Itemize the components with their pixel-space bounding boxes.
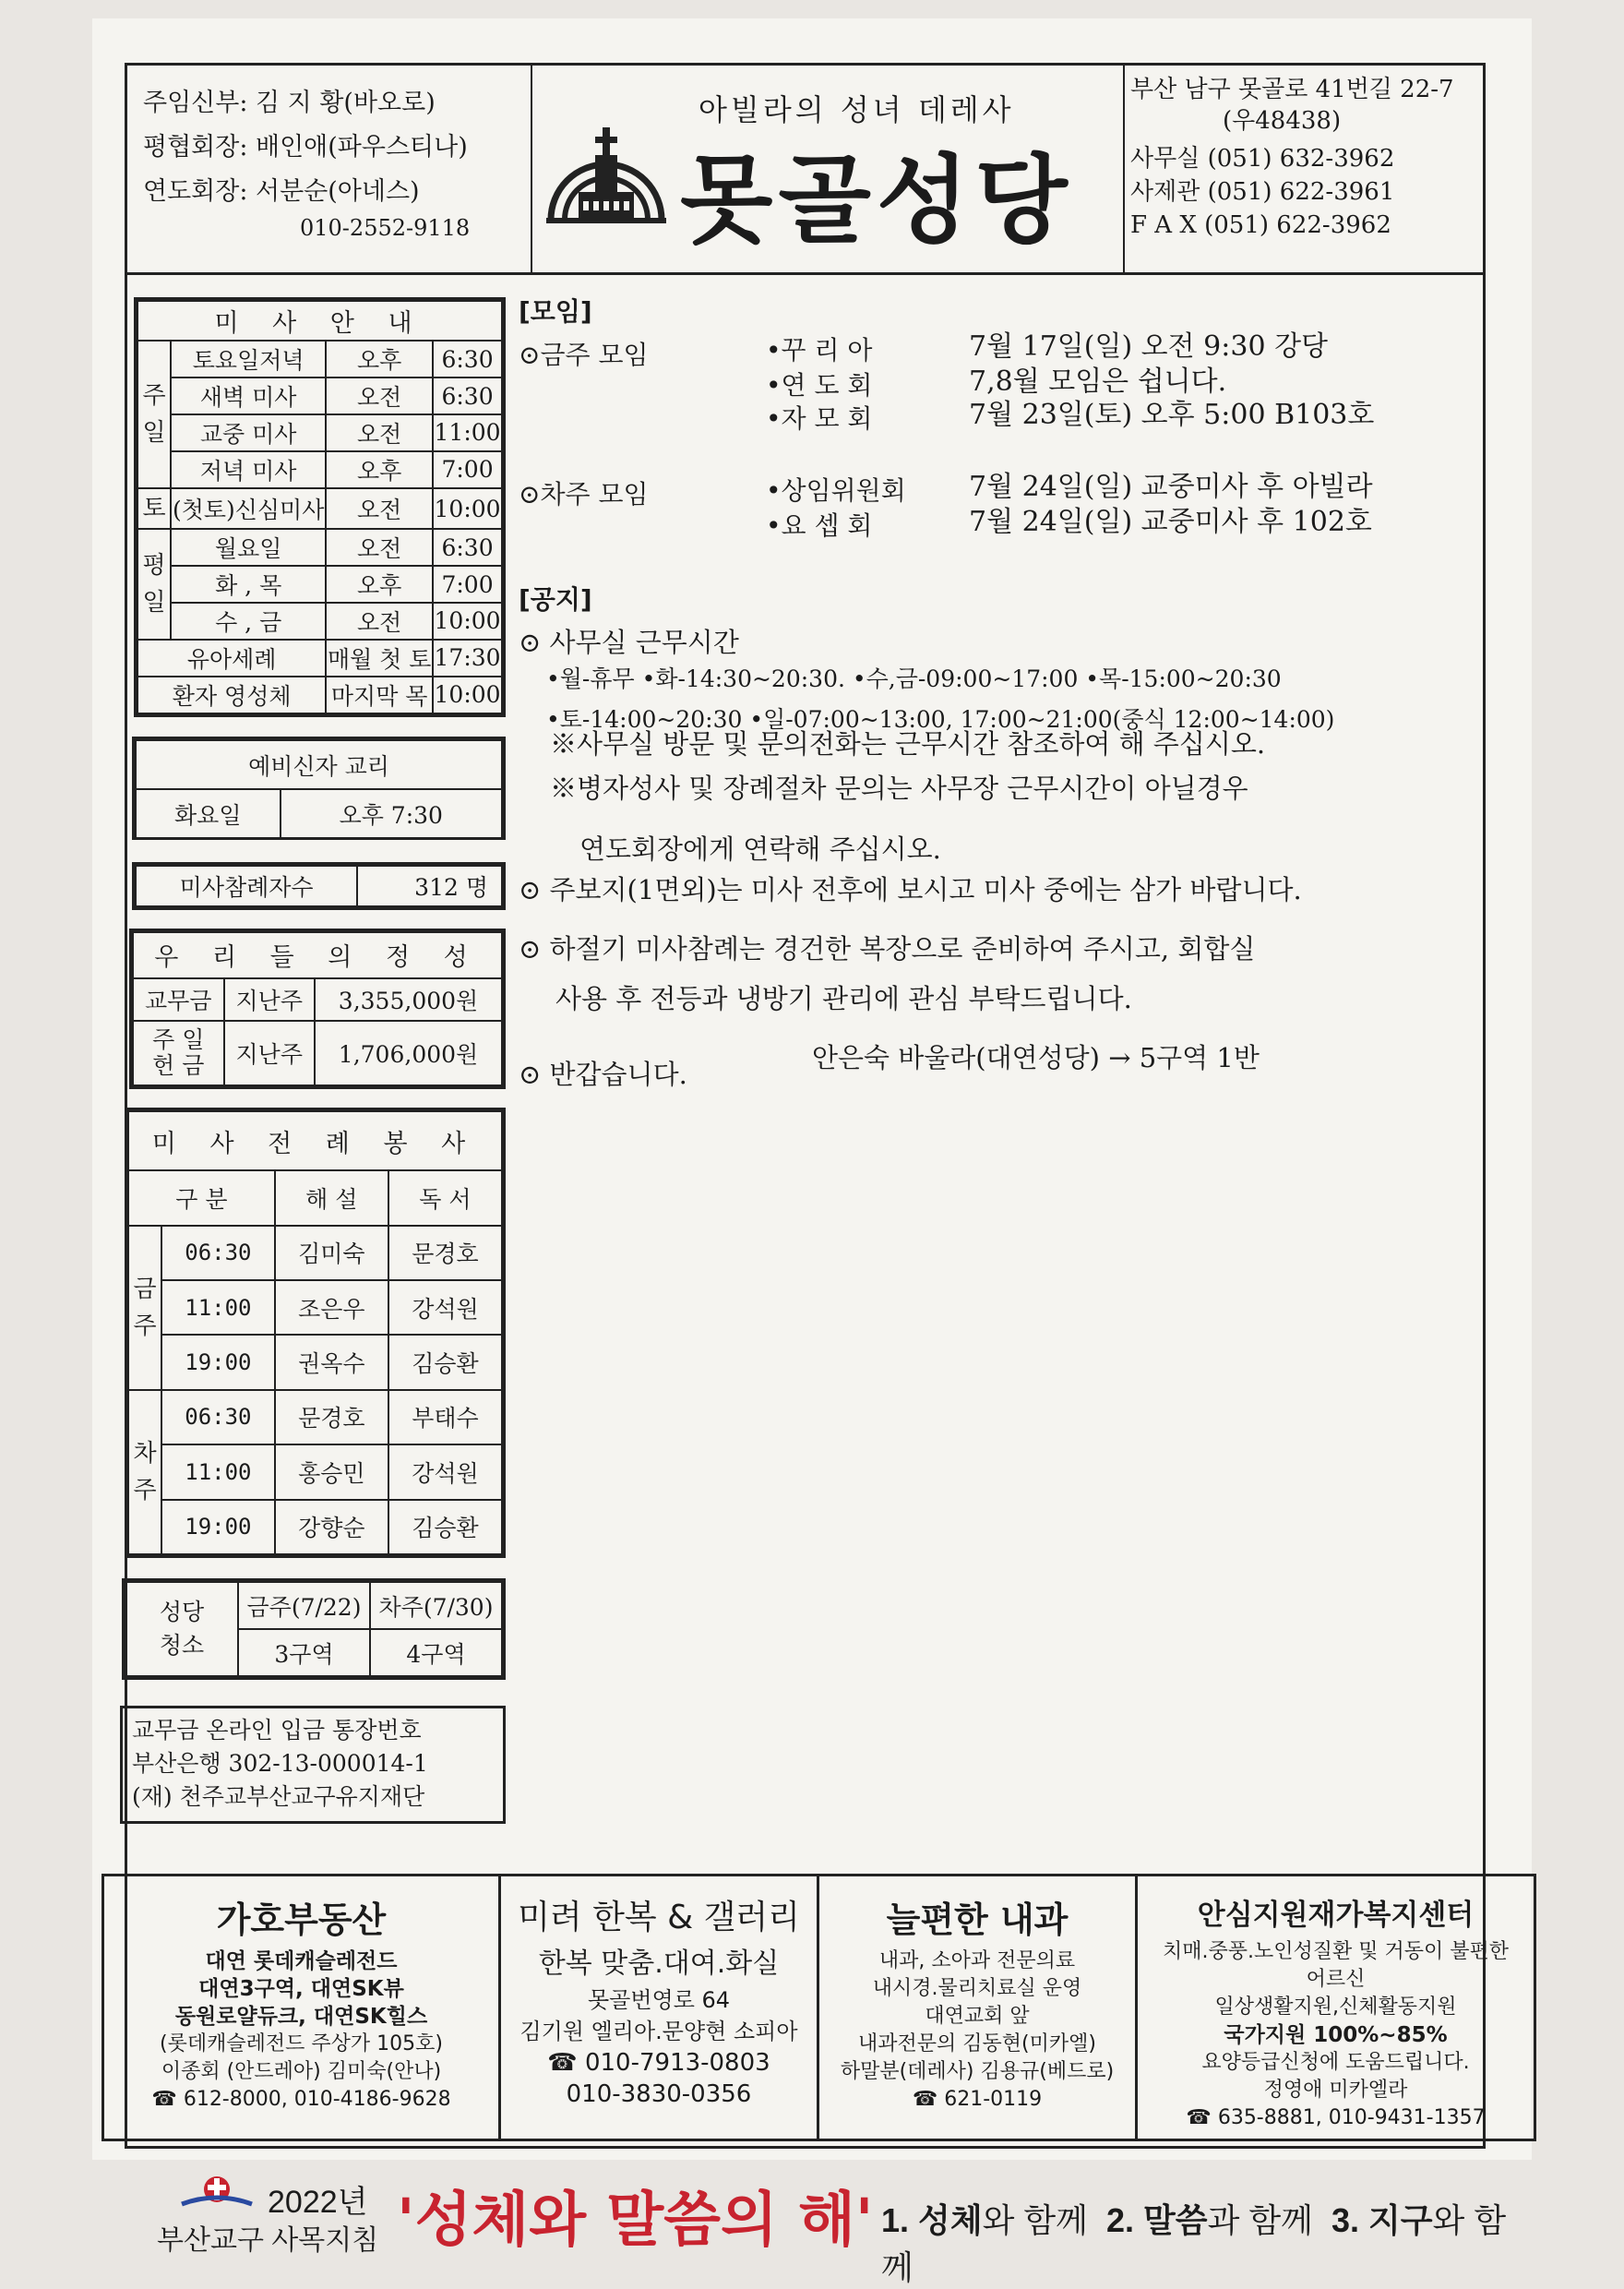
meeting-group: •요 셉 회 — [766, 510, 873, 541]
ministry-time: 06:30 — [161, 1390, 275, 1444]
catechism-title: 예비신자 교리 — [136, 740, 502, 789]
next-week-meetings-label: ⊙차주 모임 — [519, 479, 649, 509]
catechism-time: 오후 7:30 — [281, 789, 502, 837]
church-title-block — [531, 63, 1125, 272]
ad-title: 미려 한복 & 갤러리 — [518, 1899, 800, 1936]
welcome-detail: 안은숙 바울라(대연성당) → 5구역 1반 — [812, 1042, 1260, 1073]
ad-line: ☎ 621-0119 — [912, 2088, 1043, 2111]
mass-ampm: 오전 — [326, 529, 433, 566]
ministry-reader: 강석원 — [388, 1444, 502, 1499]
fax-number: F A X (051) 622-3962 — [1130, 211, 1391, 239]
mass-schedule-box — [134, 297, 506, 717]
meeting-detail: 7월 24일(일) 교중미사 후 102호 — [969, 506, 1372, 538]
ad-clinic — [819, 1876, 1138, 2139]
point-keyword: 성체 — [918, 2201, 983, 2239]
offering-title: 우 리 들 의 정 성 — [133, 932, 502, 978]
footer-slogan: '성체와 말씀의 해' — [397, 2186, 874, 2255]
point-keyword: 지구 — [1367, 2201, 1433, 2239]
meeting-group: •꾸 리 아 — [766, 335, 873, 366]
mass-ampm: 오후 — [326, 341, 433, 378]
mass-name: 새벽 미사 — [171, 378, 326, 414]
funeral-president: 연도회장: 서분순(아네스) — [143, 177, 420, 206]
mass-ampm: 오전 — [326, 414, 433, 451]
office-hours-line1: •월-휴무 •화-14:30~20:30. •수,금-09:00~17:00 •목-15:00~20:30 — [546, 665, 1282, 692]
meeting-detail: 7,8월 모임은 쉽니다. — [969, 366, 1227, 398]
mass-schedule-table — [137, 300, 503, 714]
baptism-when: 매월 첫 토 — [326, 640, 433, 677]
ministry-table — [127, 1110, 503, 1555]
ad-line: 정영애 미카엘라 — [1263, 2079, 1408, 2102]
ad-line: 010-3830-0356 — [566, 2080, 752, 2108]
point-rest: 와 함께 — [982, 2201, 1088, 2239]
mass-time: 7:00 — [433, 566, 502, 603]
church-subtitle: 아빌라의 성녀 데레사 — [699, 92, 1015, 127]
point-rest: 과 함께 — [1207, 2201, 1313, 2239]
catechism-box — [132, 737, 506, 840]
ministry-reader: 강석원 — [388, 1280, 502, 1335]
mass-time: 10:00 — [433, 603, 502, 640]
church-address: 부산 남구 못골로 41번길 22-7 — [1130, 76, 1454, 103]
office-hours-title: ⊙ 사무실 근무시간 — [519, 627, 739, 658]
ministry-commentator: 조은우 — [275, 1280, 388, 1335]
weekday-label: 평일 — [137, 529, 171, 640]
ministry-time: 11:00 — [161, 1444, 275, 1499]
ad-real-estate — [104, 1876, 501, 2139]
ministry-header-division: 구 분 — [128, 1170, 275, 1225]
this-week-meetings-label: ⊙금주 모임 — [519, 340, 649, 370]
ministry-time: 19:00 — [161, 1500, 275, 1554]
funeral-phone: 010-2552-9118 — [300, 215, 471, 241]
advertisement-strip — [102, 1874, 1536, 2141]
mass-name: 토요일저녁 — [171, 341, 326, 378]
ministry-commentator: 문경호 — [275, 1390, 388, 1444]
sick-communion-time: 10:00 — [433, 677, 502, 713]
sick-communion-label: 환자 영성체 — [137, 677, 326, 713]
ad-line: ☎ 635-8881, 010-9431-1357 — [1186, 2106, 1486, 2129]
point-number: 1. — [881, 2201, 910, 2239]
ad-welfare-center — [1138, 1876, 1534, 2139]
ministry-commentator: 김미숙 — [275, 1226, 388, 1280]
meeting-group: •상임위원회 — [766, 475, 906, 506]
ad-line: (롯데캐슬레전드 주상가 105호) — [160, 2032, 443, 2055]
mass-name: 수 , 금 — [171, 603, 326, 640]
offering-label: 주 일 헌 금 — [133, 1021, 224, 1085]
this-week-label: 금주 — [128, 1226, 161, 1390]
ministry-time: 11:00 — [161, 1280, 275, 1335]
point-keyword: 말씀 — [1143, 2201, 1208, 2239]
point-number: 2. — [1105, 2201, 1134, 2239]
ministry-box — [125, 1108, 506, 1558]
ministry-reader: 김승환 — [388, 1335, 502, 1389]
ad-line: ☎ 612-8000, 010-4186-9628 — [151, 2088, 451, 2111]
office-hours-line2: •토-14:00~20:30 •일-07:00~13:00, 17:00~21:00(중식 12:00~14:00) — [546, 706, 1335, 733]
account-bank: 부산은행 302-13-000014-1 — [132, 1750, 428, 1777]
mass-time: 6:30 — [433, 341, 502, 378]
ad-line: 동원로얄듀크, 대연SK힐스 — [174, 2005, 428, 2029]
mass-name: 교중 미사 — [171, 414, 326, 451]
ad-line: 대연교회 앞 — [925, 2005, 1030, 2028]
ad-line: 국가지원 100%~85% — [1224, 2023, 1448, 2047]
footer-diocese: 부산교구 사목지침 — [157, 2225, 379, 2256]
mass-schedule-title: 미 사 안 내 — [137, 301, 502, 341]
attendance-value: 312 명 — [357, 866, 502, 906]
offering-when: 지난주 — [224, 1021, 316, 1085]
ad-line: 김기원 엘리아.문양현 소피아 — [519, 2019, 798, 2044]
bulletin-header — [125, 63, 1486, 275]
ad-line: 한복 맞춤.대여.화실 — [538, 1947, 780, 1980]
postal-code: (우48438) — [1223, 107, 1342, 135]
ad-line: 내과, 소아과 전문의료 — [878, 1949, 1076, 1972]
priest-name: 주임신부: 김 지 황(바오로) — [143, 89, 436, 117]
office-visit-note: ※사무실 방문 및 문의전화는 근무시간 참조하여 해 주십시오. — [550, 728, 1266, 760]
account-title: 교무금 온라인 입금 통장번호 — [132, 1717, 422, 1744]
mass-name: (첫토)신심미사 — [171, 488, 326, 529]
ministry-header-commentary: 해 설 — [275, 1170, 388, 1225]
meeting-detail: 7월 17일(일) 오전 9:30 강당 — [969, 330, 1329, 363]
summer-notice-line2: 사용 후 전등과 냉방기 관리에 관심 부탁드립니다. — [555, 983, 1132, 1014]
church-name: 못골성당 — [680, 144, 1073, 257]
footer-points — [881, 2195, 1522, 2289]
office-phone: 사무실 (051) 632-3962 — [1130, 145, 1395, 173]
sick-communion-when: 마지막 목 — [326, 677, 433, 713]
cleaning-box — [122, 1578, 506, 1680]
cleaning-this-week: 3구역 — [238, 1629, 370, 1676]
ad-line: 내과전문의 김동현(미카엘) — [858, 2032, 1096, 2055]
ad-line: 요양등급신청에 도움드립니다. — [1201, 2051, 1470, 2074]
bulletin-notice: ⊙ 주보지(1면외)는 미사 전후에 보시고 미사 중에는 삼가 바랍니다. — [519, 874, 1302, 905]
ministry-commentator: 강향순 — [275, 1500, 388, 1554]
ad-title: 늘편한 내과 — [886, 1900, 1069, 1940]
mass-time: 6:30 — [433, 378, 502, 414]
baptism-label: 유아세례 — [137, 640, 326, 677]
point-number: 3. — [1331, 2201, 1359, 2239]
mass-ampm: 오후 — [326, 566, 433, 603]
ministry-reader: 문경호 — [388, 1226, 502, 1280]
ad-line: 어르신 — [1306, 1968, 1366, 1991]
sunday-label: 주일 — [137, 341, 171, 488]
cleaning-next-week-head: 차주(7/30) — [370, 1582, 502, 1629]
mass-time: 10:00 — [433, 488, 502, 529]
mass-time: 7:00 — [433, 451, 502, 488]
mass-name: 저녁 미사 — [171, 451, 326, 488]
ad-hanbok-gallery — [501, 1876, 819, 2139]
pastoral-footer — [138, 2160, 1522, 2286]
ministry-reader: 부태수 — [388, 1390, 502, 1444]
ad-line: 대연3구역, 대연SK뷰 — [198, 1977, 404, 2001]
meeting-detail: 7월 24일(일) 교중미사 후 아빌라 — [969, 471, 1373, 503]
notices-heading: [공지] — [519, 584, 592, 615]
mass-name: 화 , 목 — [171, 566, 326, 603]
attendance-label: 미사참례자수 — [136, 866, 357, 906]
account-box — [120, 1706, 506, 1824]
ad-title: 안심지원재가복지센터 — [1197, 1899, 1475, 1932]
cleaning-next-week: 4구역 — [370, 1629, 502, 1676]
contact-info — [1130, 74, 1481, 242]
meeting-detail: 7월 23일(토) 오후 5:00 B103호 — [969, 399, 1375, 431]
diocese-emblem-icon — [180, 2171, 254, 2213]
meetings-heading: [모임] — [519, 296, 592, 327]
attendance-box — [132, 862, 506, 910]
baptism-time: 17:30 — [433, 640, 502, 677]
mass-name: 월요일 — [171, 529, 326, 566]
mass-time: 6:30 — [433, 529, 502, 566]
ministry-time: 19:00 — [161, 1335, 275, 1389]
mass-time: 11:00 — [433, 414, 502, 451]
offering-amount: 3,355,000원 — [315, 978, 502, 1021]
offering-box — [129, 929, 506, 1089]
catechism-day: 화요일 — [136, 789, 281, 837]
ministry-title: 미 사 전 례 봉 사 — [128, 1111, 502, 1170]
ad-line: 못골번영로 64 — [587, 1987, 731, 2013]
mass-ampm: 오전 — [326, 603, 433, 640]
ad-line: ☎ 010-7913-0803 — [547, 2049, 770, 2077]
meeting-group: •자 모 회 — [766, 403, 873, 434]
ad-line: 대연 롯데캐슬레전드 — [205, 1949, 398, 1973]
sacrament-note: ※병자성사 및 장례절차 문의는 사무장 근무시간이 아닐경우 — [550, 773, 1248, 804]
next-week-label: 차주 — [128, 1390, 161, 1554]
mass-ampm: 오전 — [326, 378, 433, 414]
account-holder: (재) 천주교부산교구유지재단 — [132, 1783, 425, 1810]
offering-label: 교무금 — [133, 978, 224, 1021]
church-logo-icon — [542, 118, 671, 229]
ministry-commentator: 홍승민 — [275, 1444, 388, 1499]
ad-title: 가호부동산 — [216, 1900, 387, 1940]
ministry-commentator: 권옥수 — [275, 1335, 388, 1389]
mass-ampm: 오후 — [326, 451, 433, 488]
saturday-label: 토 — [137, 488, 171, 529]
sacrament-note-cont: 연도회장에게 연락해 주십시오. — [579, 833, 941, 865]
summer-notice-line1: ⊙ 하절기 미사참례는 경건한 복장으로 준비하여 주시고, 회합실 — [519, 933, 1256, 965]
point-rest: 와 함께 — [881, 2201, 1507, 2286]
ad-line: 하말분(데레사) 김용규(베드로) — [840, 2060, 1115, 2083]
ministry-header-reading: 독 서 — [388, 1170, 502, 1225]
meeting-group: •연 도 회 — [766, 370, 873, 401]
offering-when: 지난주 — [224, 978, 316, 1021]
cleaning-this-week-head: 금주(7/22) — [238, 1582, 370, 1629]
rectory-phone: 사제관 (051) 622-3961 — [1130, 178, 1395, 206]
ad-line: 내시경.물리치료실 운영 — [872, 1977, 1082, 2000]
ad-line: 일상생활지원,신체활동지원 — [1214, 1995, 1457, 2019]
cleaning-label: 성당 청소 — [125, 1582, 238, 1676]
ministry-reader: 김승환 — [388, 1500, 502, 1554]
ministry-time: 06:30 — [161, 1226, 275, 1280]
ad-line: 치매.중풍.노인성질환 및 거동이 불편한 — [1163, 1940, 1509, 1963]
ad-line: 이종회 (안드레아) 김미숙(안나) — [161, 2060, 442, 2083]
council-president: 평협회장: 배인애(파우스티나) — [143, 133, 468, 162]
welcome-notice: ⊙ 반갑습니다. — [519, 1059, 687, 1090]
mass-ampm: 오전 — [326, 488, 433, 529]
footer-year: 2022년 — [268, 2185, 368, 2220]
offering-amount: 1,706,000원 — [315, 1021, 502, 1085]
